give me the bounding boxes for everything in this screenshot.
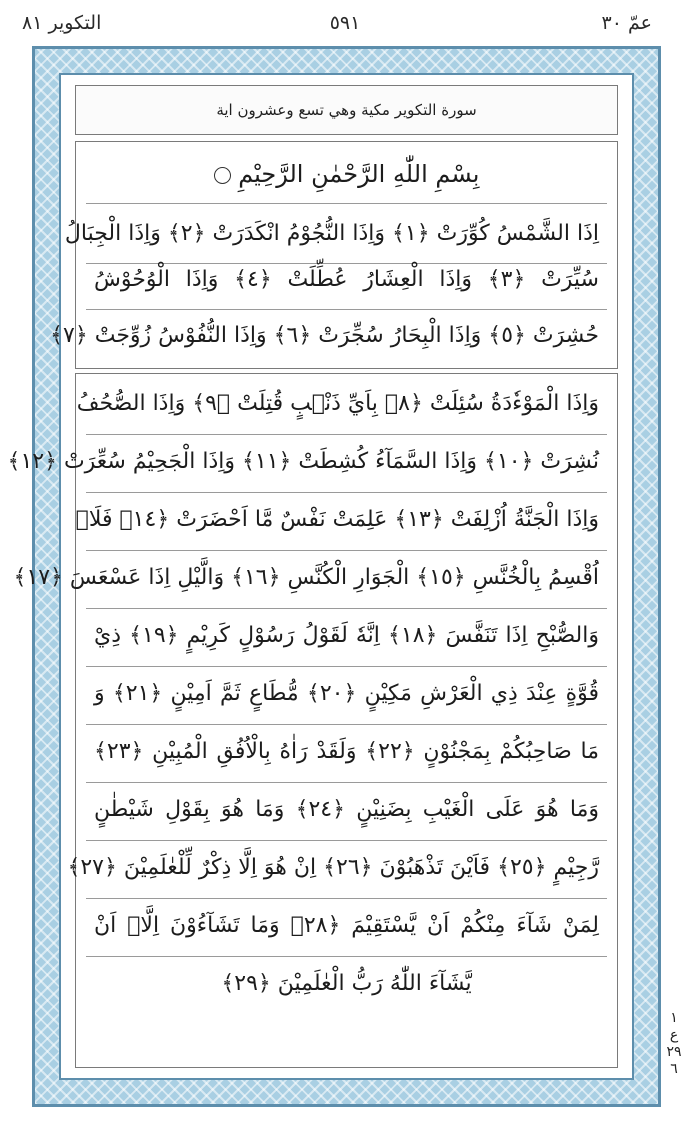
- surah-label: التكوير ٨١: [22, 12, 102, 34]
- opening-block: [50, 141, 618, 369]
- verse-line-9: قُوَّةٍ عِنْدَ ذِي الْعَرْشِ مَكِيْنٍ ﴿٢٠﴾ مُّطَاعٍ ثَمَّ اَمِيْنٍ ﴿٢١﴾ وَ: [94, 681, 599, 706]
- line-divider: [86, 203, 607, 204]
- ruku-mark-part: ٢٩: [666, 1044, 682, 1060]
- verse-line-13: لِمَنْ شَآءَ مِنْكُمْ اَنْ يَّسْتَقِيْمَ ﴿٢٨﴾ وَمَا تَشَآءُوْنَ اِلَّاۤ اَنْ: [94, 913, 599, 938]
- text-area: [7, 73, 634, 1080]
- verse-line-1: اِذَا الشَّمْسُ كُوِّرَتْ ﴿١﴾ وَاِذَا النُّجُوْمُ انْكَدَرَتْ ﴿٢﴾ وَاِذَا الْجِبَالُ: [64, 221, 599, 246]
- verse-line-11: وَمَا هُوَ عَلَى الْغَيْبِ بِضَنِيْنٍ ﴿٢٤﴾ وَمَا هُوَ بِقَوْلِ شَيْطٰنٍ: [94, 797, 599, 822]
- verse-line-4: وَاِذَا الْمَوْءٗدَةُ سُئِلَتْ ﴿٨﴾ بِاَيِّ ذَنْۢبٍ قُتِلَتْ ﴿٩﴾ وَاِذَا الصُّحُفُ: [76, 391, 599, 416]
- bismillah-text: بِسْمِ اللّٰهِ الرَّحْمٰنِ الرَّحِيْمِ: [238, 160, 480, 188]
- verse-line-10: مَا صَاحِبُكُمْ بِمَجْنُوْنٍ ﴿٢٢﴾ وَلَقَدْ رَاٰهُ بِالْاُفُقِ الْمُبِيْنِ ﴿٢٣﴾: [94, 739, 600, 764]
- page-number: ٥٩١: [329, 12, 361, 34]
- verse-line-3: حُشِرَتْ ﴿٥﴾ وَاِذَا الْبِحَارُ سُجِّرَتْ ﴿٦﴾ وَاِذَا النُّفُوْسُ زُوِّجَتْ ﴿٧﴾: [50, 323, 599, 348]
- ruku-mark-part: ع: [669, 1027, 679, 1043]
- verse-line-6: وَاِذَا الْجَنَّةُ اُزْلِفَتْ ﴿١٣﴾ عَلِمَتْ نَفْسٌ مَّا اَحْضَرَتْ ﴿١٤﴾ فَلَاۤ: [75, 507, 599, 532]
- juz-label: عمّ ٣٠: [601, 12, 652, 34]
- bismillah-line: [94, 146, 599, 202]
- verse-line-14: يَّشَآءَ اللّٰهُ رَبُّ الْعٰلَمِيْنَ ﴿٢٩﴾: [221, 971, 472, 996]
- ornament-circle-icon: [214, 167, 231, 184]
- verse-line-7: اُقْسِمُ بِالْخُنَّسِ ﴿١٥﴾ الْجَوَارِ الْكُنَّسِ ﴿١٦﴾ وَالَّيْلِ اِذَا عَسْعَسَ ﴿١٧﴾: [13, 565, 599, 590]
- verse-line-2: سُيِّرَتْ ﴿٣﴾ وَاِذَا الْعِشَارُ عُطِّلَتْ ﴿٤﴾ وَاِذَا الْوُحُوْشُ: [94, 267, 599, 292]
- ruku-margin-marker: [662, 1010, 686, 1078]
- verse-line-8: وَالصُّبْحِ اِذَا تَنَفَّسَ ﴿١٨﴾ اِنَّهٗ لَقَوْلُ رَسُوْلٍ كَرِيْمٍ ﴿١٩﴾ ذِيْ: [94, 623, 599, 648]
- main-text-block: [7, 373, 618, 1068]
- ruku-mark-part: ١: [670, 1010, 678, 1026]
- surah-title-box: [75, 85, 618, 135]
- verse-line-5: نُشِرَتْ ﴿١٠﴾ وَاِذَا السَّمَآءُ كُشِطَتْ ﴿١١﴾ وَاِذَا الْجَحِيْمُ سُعِّرَتْ ﴿١٢﴾: [7, 449, 599, 474]
- surah-title: سورة التكوير مكية وهي تسع وعشرون اية: [216, 101, 477, 119]
- ruku-mark-part: ٦: [670, 1061, 678, 1077]
- verse-line-12: رَّجِيْمٍ ﴿٢٥﴾ فَاَيْنَ تَذْهَبُوْنَ ﴿٢٦﴾ اِنْ هُوَ اِلَّا ذِكْرٌ لِّلْعٰلَمِيْنَ ﴿٢٧﴾: [67, 855, 599, 880]
- page-border-frame: [7, 46, 661, 1107]
